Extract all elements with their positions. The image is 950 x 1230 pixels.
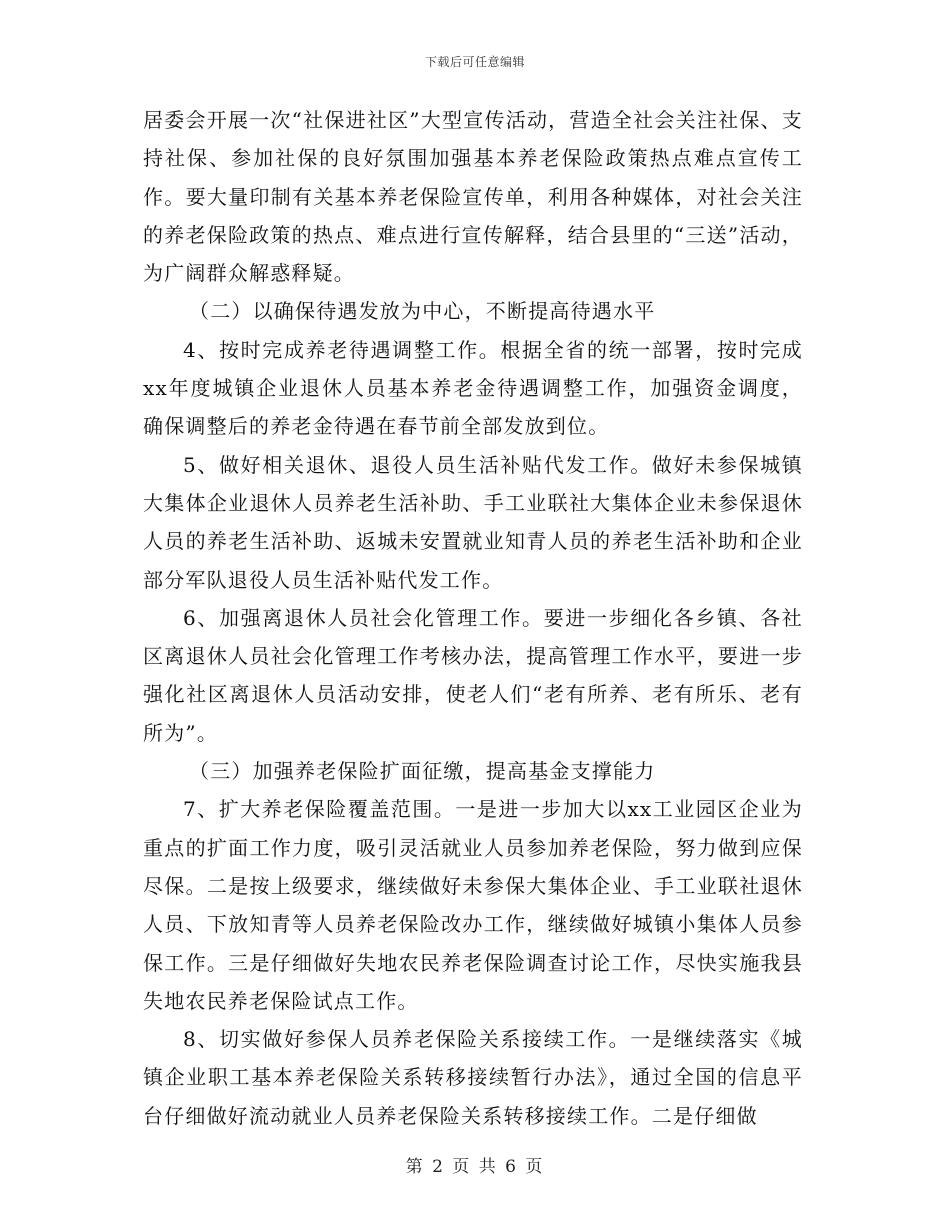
section-heading-3: （三）加强养老保险扩面征缴，提高基金支撑能力	[189, 759, 656, 784]
paragraph-item-8: 8、切实做好参保人员养老保险关系接续工作。一是继续落实《城镇企业职工基本养老保险关系转移接续暂行办法》，通过全国的信息平台仔细做好流动就业人员养老保险关系转移接续工作。二是仔细做	[143, 1027, 803, 1128]
page-number-footer: 第 2 页 共 6 页	[405, 1157, 545, 1177]
paragraph-item-4: 4、按时完成养老待遇调整工作。根据全省的统一部署，按时完成xx年度城镇企业退休人员基本养老金待遇调整工作，加强资金调度，确保调整后的养老金待遇在春节前全部发放到位。	[143, 337, 803, 439]
section-heading-2: （二）以确保待遇发放为中心，不断提高待遇水平	[189, 299, 656, 324]
document-body	[143, 101, 803, 1135]
paragraph-item-5: 5、做好相关退休、退役人员生活补贴代发工作。做好未参保城镇大集体企业退休人员养老生活补助、手工业联社大集体企业未参保退休人员的养老生活补助、返城未安置就业知青人员的养老生活补助和企业部分军队退役人员生活补贴代发工作。	[143, 452, 803, 592]
paragraph-item-7: 7、扩大养老保险覆盖范围。一是进一步加大以xx工业园区企业为重点的扩面工作力度，吸引灵活就业人员参加养老保险，努力做到应保尽保。二是按上级要求，继续做好未参保大集体企业、手工业联社退休人员、下放知青等人员养老保险改办工作，继续做好城镇小集体人员参保工作。三是仔细做好失地农民养老保险调查讨论工作，尽快实施我县失地农民养老保险试点工作。	[143, 797, 803, 1013]
paragraph-1: 居委会开展一次“社保进社区”大型宣传活动，营造全社会关注社保、支持社保、参加社保的良好氛围加强基本养老保险政策热点难点宣传工作。要大量印制有关基本养老保险宣传单，利用各种媒体，对社会关注的养老保险政策的热点、难点进行宣传解释，结合县里的“三送”活动，为广阔群众解惑释疑。	[143, 108, 803, 286]
page-header-note: 下载后可任意编辑	[424, 55, 525, 69]
paragraph-item-6: 6、加强离退休人员社会化管理工作。要进一步细化各乡镇、各社区离退休人员社会化管理工作考核办法，提高管理工作水平，要进一步强化社区离退休人员活动安排，使老人们“老有所养、老有所乐、老有所为”。	[143, 605, 803, 745]
